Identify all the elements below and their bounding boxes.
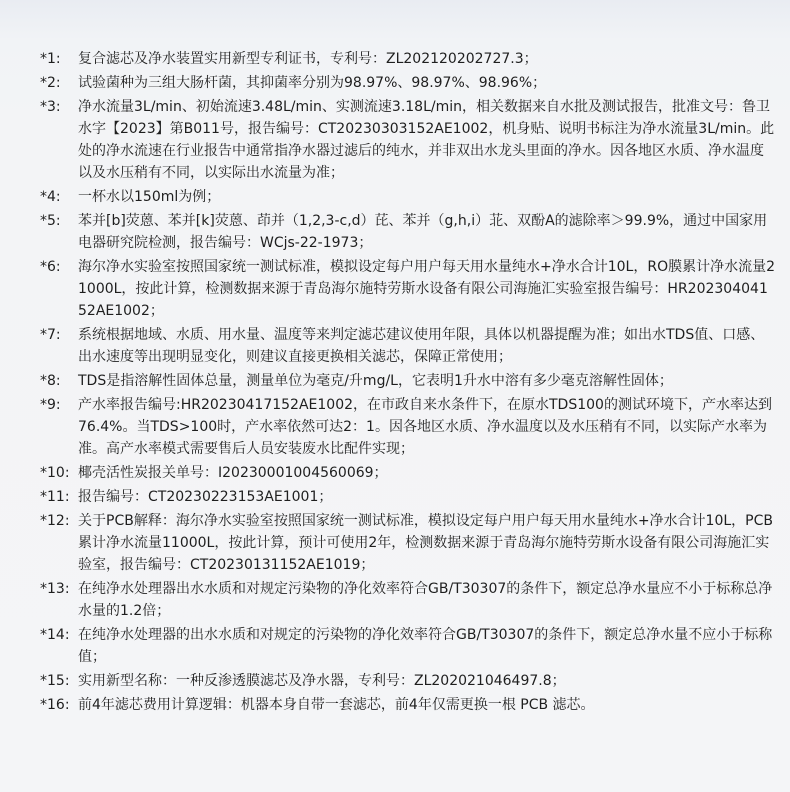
footnote-16 bbox=[40, 694, 780, 716]
footnote-number: *6: bbox=[40, 259, 61, 275]
footnote-6 bbox=[40, 256, 780, 322]
footnote-text: 椰壳活性炭报关单号：I20230001004560069； bbox=[78, 465, 388, 481]
footnote-text: 报告编号：CT20230223153AE1001； bbox=[78, 489, 333, 505]
footnote-14 bbox=[40, 624, 780, 668]
footnote-text: TDS是指溶解性固体总量，测量单位为毫克/升mg/L，它表明1升水中溶有多少毫克溶解性固体； bbox=[78, 373, 673, 389]
footnote-number: *14: bbox=[40, 627, 70, 643]
footnote-text: 产水率报告编号:HR20230417152AE1002，在市政自来水条件下，在原水TDS100的测试环境下，产水率达到76.4%。当TDS>100时，产水率依然可达2：1。因各地区水质、净水温度以及水压稍有不同，以实际产水率为准。高产水率模式需要售后人员安装废水比配件实现； bbox=[78, 397, 772, 457]
footnote-text: 在纯净水处理器的出水水质和对规定的污染物的净化效率符合GB/T30307的条件下，额定总净水量不应小于标称值； bbox=[78, 627, 773, 665]
footnote-text: 海尔净水实验室按照国家统一测试标准，模拟设定每户用户每天用水量纯水+净水合计10L，RO膜累计净水流量21000L，按此计算，检测数据来源于青岛海尔施特劳斯水设备有限公司海施汇实验室报告编号：HR20230404152AE1002； bbox=[78, 259, 775, 319]
footnotes-list bbox=[40, 48, 780, 716]
footnote-number: *7: bbox=[40, 327, 61, 343]
footnote-11 bbox=[40, 486, 780, 508]
footnote-13 bbox=[40, 578, 780, 622]
footnote-5 bbox=[40, 210, 780, 254]
footnote-number: *15: bbox=[40, 673, 70, 689]
footnote-number: *5: bbox=[40, 213, 61, 229]
footnote-text: 前4年滤芯费用计算逻辑：机器本身自带一套滤芯，前4年仅需更换一根 PCB 滤芯。 bbox=[78, 697, 595, 713]
footnote-number: *8: bbox=[40, 373, 61, 389]
footnote-number: *10: bbox=[40, 465, 70, 481]
footnote-number: *3: bbox=[40, 99, 61, 115]
footnote-number: *2: bbox=[40, 75, 61, 91]
footnote-number: *4: bbox=[40, 189, 61, 205]
footnote-2 bbox=[40, 72, 780, 94]
footnote-text: 净水流量3L/min、初始流速3.48L/min、实测流速3.18L/min，相关数据来自水批及测试报告，批准文号：鲁卫水字【2023】第B011号，报告编号：CT20230303152AE1002，机身贴、说明书标注为净水流量3L/min。此处的净水流速在行业报告中通常指净水器过滤后的纯水，并非双出水龙头里面的净水。因各地区水质、净水温度以及水压稍有不同，以实际出水流量为准； bbox=[78, 99, 775, 181]
footnote-number: *12: bbox=[40, 513, 70, 529]
footnote-number: *1: bbox=[40, 51, 61, 67]
footnote-7 bbox=[40, 324, 780, 368]
footnote-text: 实用新型名称：一种反渗透膜滤芯及净水器，专利号：ZL202021046497.8； bbox=[78, 673, 566, 689]
footnote-12 bbox=[40, 510, 780, 576]
footnote-15 bbox=[40, 670, 780, 692]
footnote-text: 苯并[b]荧蒽、苯并[k]荧蒽、茚并（1,2,3-c,d）芘、苯并（g,h,i）苝、双酚A的滤除率＞99.9%，通过中国家用电器研究院检测，报告编号：WCjs-22-1973； bbox=[78, 213, 768, 251]
footnote-text: 试验菌种为三组大肠杆菌，其抑菌率分别为98.97%、98.97%、98.96%； bbox=[78, 75, 547, 91]
footnote-number: *16: bbox=[40, 697, 70, 713]
footnote-10 bbox=[40, 462, 780, 484]
footnote-text: 在纯净水处理器出水水质和对规定污染物的净化效率符合GB/T30307的条件下，额定总净水量应不小于标称总净水量的1.2倍； bbox=[78, 581, 773, 619]
footnote-text: 系统根据地域、水质、用水量、温度等来判定滤芯建议使用年限，具体以机器提醒为准；如出水TDS值、口感、出水速度等出现明显变化，则建议直接更换相关滤芯，保障正常使用； bbox=[78, 327, 765, 365]
footnote-text: 关于PCB解释：海尔净水实验室按照国家统一测试标准，模拟设定每户用户每天用水量纯水+净水合计10L，PCB累计净水流量11000L，按此计算，预计可使用2年，检测数据来源于青岛海尔施特劳斯水设备有限公司海施汇实验室，报告编号：CT20230131152AE1019； bbox=[78, 513, 773, 573]
footnote-4 bbox=[40, 186, 780, 208]
footnote-number: *13: bbox=[40, 581, 70, 597]
footnote-number: *11: bbox=[40, 489, 70, 505]
footnote-text: 复合滤芯及净水装置实用新型专利证书，专利号：ZL202120202727.3； bbox=[78, 51, 538, 67]
footnote-text: 一杯水以150ml为例； bbox=[78, 189, 221, 205]
footnote-3 bbox=[40, 96, 780, 184]
footnote-number: *9: bbox=[40, 397, 61, 413]
footnote-1 bbox=[40, 48, 780, 70]
footnote-9 bbox=[40, 394, 780, 460]
footnote-8 bbox=[40, 370, 780, 392]
